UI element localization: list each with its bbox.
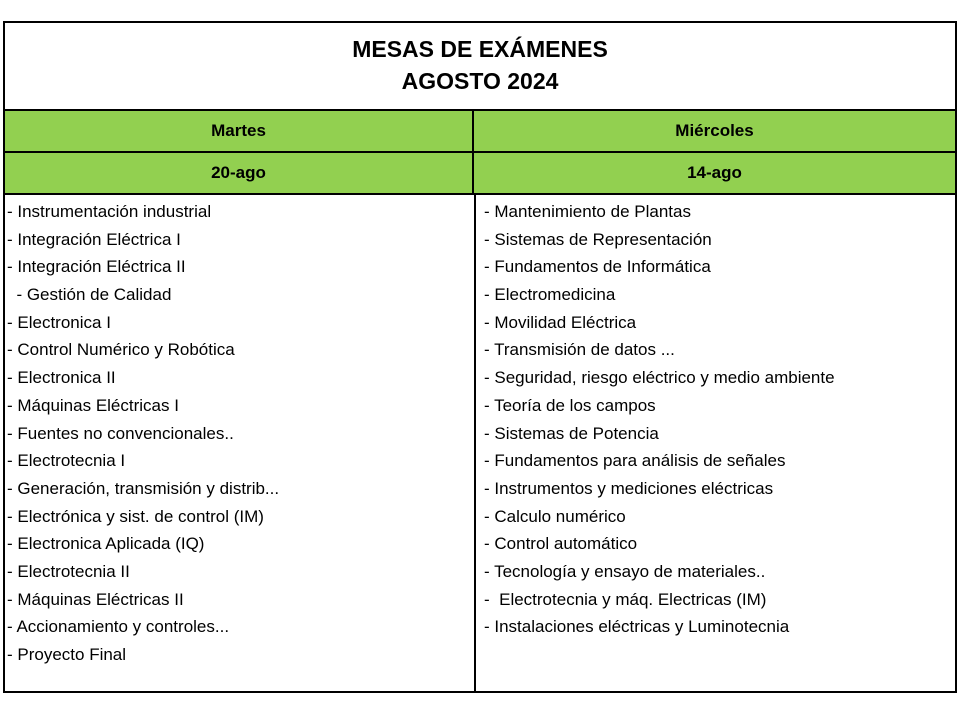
subject-list-item: - Sistemas de Representación [484, 229, 712, 249]
table-title [5, 23, 955, 111]
subject-list-item: - Seguridad, riesgo eléctrico y medio ambiente [484, 368, 835, 388]
subject-list-item: - Gestión de Calidad [7, 285, 172, 305]
subject-list-item: - Electrotecnia I [7, 451, 126, 471]
subject-list-item: - Control Numérico y Robótica [7, 340, 235, 360]
subject-list-item: - Electrónica y sist. de control (IM) [7, 506, 264, 526]
subject-list-item: - Tecnología y ensayo de materiales.. [484, 561, 766, 581]
subject-list-item: - Calculo numérico [484, 506, 626, 526]
subject-list-item: - Fundamentos para análisis de señales [484, 451, 786, 471]
date-header-wednesday: 14-ago [687, 163, 742, 182]
subject-list-item: - Proyecto Final [7, 645, 127, 664]
subject-list-item: - Teoría de los campos [484, 395, 656, 415]
subject-list-item: - Control automático [484, 534, 638, 554]
subject-list-item: - Instrumentos y mediciones eléctricas [484, 478, 774, 498]
subject-list-item: - Instalaciones eléctricas y Luminotecnia [484, 617, 790, 637]
subject-list-item: - Electrotecnia y máq. Electricas (IM) [484, 589, 767, 609]
day-header-row [5, 111, 955, 153]
day-header-wednesday: Miércoles [675, 121, 754, 140]
subject-list-item: - Instrumentación industrial [7, 202, 212, 221]
subject-list-tuesday [7, 198, 471, 669]
date-header-row [5, 153, 955, 195]
subject-list-wednesday [484, 198, 950, 641]
subject-list-item: - Electronica I [7, 312, 111, 332]
subject-list-item: - Electronica Aplicada (IQ) [7, 534, 205, 554]
column-divider [474, 195, 476, 691]
subject-list-item: - Electronica II [7, 368, 116, 388]
subject-list-item: - Integración Eléctrica II [7, 257, 186, 277]
date-header-tuesday: 20-ago [5, 153, 474, 193]
exam-schedule-table [3, 21, 957, 693]
title-line-2: AGOSTO 2024 [401, 68, 559, 94]
subject-list-item: - Generación, transmisión y distrib... [7, 478, 280, 498]
title-line-1: MESAS DE EXÁMENES [352, 36, 608, 62]
subject-list-item: - Máquinas Eléctricas I [7, 395, 179, 415]
subject-list-item: - Accionamiento y controles... [7, 617, 230, 637]
subject-list-item: - Transmisión de datos ... [484, 340, 675, 360]
subject-list-item: - Fuentes no convencionales.. [7, 423, 234, 443]
subject-list-item: - Movilidad Eléctrica [484, 312, 637, 332]
subject-list-item: - Fundamentos de Informática [484, 257, 711, 277]
subject-list-item: - Integración Eléctrica I [7, 229, 181, 249]
subject-list-item: - Electrotecnia II [7, 561, 130, 581]
day-header-tuesday: Martes [5, 111, 474, 151]
subject-list-item: - Máquinas Eléctricas II [7, 589, 184, 609]
subject-list-item: - Sistemas de Potencia [484, 423, 659, 443]
subject-list-item: - Mantenimiento de Plantas [484, 202, 691, 221]
subject-list-item: - Electromedicina [484, 285, 616, 305]
